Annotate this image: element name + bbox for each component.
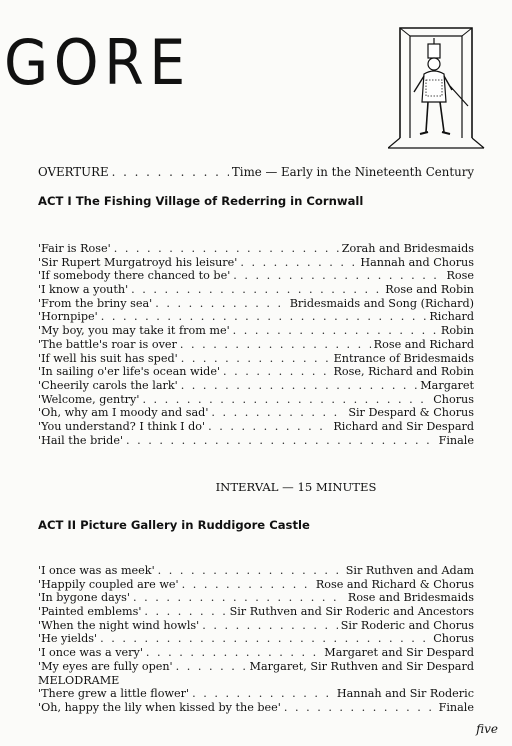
page-number: five	[476, 722, 498, 736]
dot-leader	[202, 619, 338, 633]
performers: Entrance of Bridesmaids	[333, 351, 474, 365]
interval-notice: INTERVAL — 15 MINUTES	[215, 480, 377, 494]
song-title: 'Oh, why am I moody and sad'	[38, 406, 209, 420]
performers: Bridesmaids and Song (Richard)	[289, 296, 474, 310]
performers: Rose and Richard & Chorus	[315, 577, 474, 591]
performers: Margaret and Sir Despard	[324, 646, 474, 660]
list-item	[38, 393, 474, 407]
act1-musical-numbers	[38, 242, 474, 447]
list-item	[38, 632, 474, 646]
performers: Sir Ruthven and Adam	[345, 564, 474, 577]
performers: Rose and Robin	[385, 283, 474, 297]
performers: Chorus	[433, 392, 474, 406]
list-item	[38, 591, 474, 605]
overture-time: Time — Early in the Nineteenth Century	[231, 165, 474, 179]
dot-leader	[182, 578, 313, 592]
performers: Sir Despard & Chorus	[348, 406, 474, 420]
list-item	[38, 646, 474, 660]
list-item	[38, 434, 474, 448]
performers: Robin	[440, 324, 474, 338]
performers: Rose and Richard	[373, 337, 474, 351]
performers: Hannah and Sir Roderic	[336, 687, 474, 701]
song-title: 'If somebody there chanced to be'	[38, 269, 231, 283]
song-title: 'I once was as meek'	[38, 564, 155, 577]
dot-leader	[101, 310, 427, 324]
list-item	[38, 687, 474, 701]
performers: Zorah and Bridesmaids	[341, 242, 474, 255]
list-item	[38, 310, 474, 324]
list-item	[38, 578, 474, 592]
dot-leader	[131, 283, 382, 297]
performers: Rose, Richard and Robin	[333, 365, 474, 379]
song-title: 'You understand? I think I do'	[38, 419, 206, 433]
song-title: 'He yields'	[38, 632, 98, 646]
list-item	[38, 701, 474, 715]
song-title: 'In sailing o'er life's ocean wide'	[38, 365, 221, 379]
performers: Richard	[429, 310, 474, 324]
performers: Sir Roderic and Chorus	[340, 618, 474, 632]
list-item	[38, 605, 474, 619]
list-item	[38, 297, 474, 311]
song-title: 'Oh, happy the lily when kissed by the bee'	[38, 700, 281, 714]
song-title: 'From the briny sea'	[38, 296, 153, 310]
song-title: 'I once was a very'	[38, 646, 143, 660]
performers: Chorus	[433, 632, 474, 646]
song-title: 'Welcome, gentry'	[38, 392, 140, 406]
list-item	[38, 379, 474, 393]
list-item	[38, 660, 474, 674]
dot-leader	[144, 605, 226, 619]
performers: Margaret, Sir Ruthven and Sir Despard	[249, 659, 474, 673]
dot-leader	[181, 379, 418, 393]
act2-heading: ACT II Picture Gallery in Ruddigore Castle	[38, 518, 310, 532]
list-item	[38, 564, 474, 578]
dot-leader	[126, 434, 436, 448]
dot-leader	[100, 632, 430, 646]
dot-leader	[133, 591, 345, 605]
dot-leader	[142, 393, 430, 407]
list-item	[38, 420, 474, 434]
dot-leader	[181, 352, 331, 366]
dot-leader	[155, 297, 286, 311]
list-item	[38, 242, 474, 256]
song-title: 'Cheerily carols the lark'	[38, 378, 178, 392]
dot-leader	[208, 420, 330, 434]
performers: Finale	[438, 700, 474, 714]
performers: Margaret	[420, 378, 474, 392]
list-item	[38, 352, 474, 366]
performers: Finale	[438, 433, 474, 447]
dot-leader	[146, 646, 321, 660]
song-title: 'Sir Rupert Murgatroyd his leisure'	[38, 255, 238, 269]
performers: Sir Ruthven and Sir Roderic and Ancestors	[229, 605, 474, 619]
dot-leader	[233, 269, 443, 283]
song-title: 'My boy, you may take it from me'	[38, 324, 230, 338]
dot-leader	[176, 660, 247, 674]
performers: Hannah and Chorus	[360, 255, 474, 269]
dot-leader	[233, 324, 438, 338]
dot-leader	[180, 338, 371, 352]
overture-label: OVERTURE	[38, 165, 109, 179]
dot-leader	[223, 365, 330, 379]
song-title: 'Painted emblems'	[38, 605, 142, 619]
list-item	[38, 283, 474, 297]
dot-leader	[284, 701, 436, 715]
overture-line	[38, 166, 474, 180]
dot-leader	[211, 406, 345, 420]
song-title: 'Hornpipe'	[38, 310, 98, 324]
list-item	[38, 619, 474, 633]
dot-leader	[192, 687, 334, 701]
performers: Richard and Sir Despard	[333, 419, 474, 433]
dot-leader	[112, 166, 229, 180]
act2-musical-numbers	[38, 564, 474, 715]
dot-leader	[114, 242, 339, 256]
performers: Rose	[446, 269, 474, 283]
song-title: 'If well his suit has sped'	[38, 351, 178, 365]
list-item	[38, 256, 474, 270]
song-title: 'In bygone days'	[38, 591, 130, 605]
ancestor-portrait-illustration	[388, 10, 488, 150]
list-item	[38, 269, 474, 283]
list-item	[38, 324, 474, 338]
song-title: 'The battle's roar is over	[38, 337, 177, 351]
list-item	[38, 365, 474, 379]
song-title: 'Fair is Rose'	[38, 242, 111, 255]
song-title: 'I know a youth'	[38, 283, 129, 297]
song-title: 'My eyes are fully open'	[38, 659, 173, 673]
dot-leader	[158, 564, 343, 578]
dot-leader	[240, 256, 357, 270]
melodrame-label: MELODRAME	[38, 673, 120, 687]
performers: Rose and Bridesmaids	[347, 591, 474, 605]
song-title: 'Happily coupled are we'	[38, 577, 179, 591]
list-item	[38, 338, 474, 352]
song-title: 'There grew a little flower'	[38, 687, 190, 701]
song-title: 'Hail the bride'	[38, 433, 124, 447]
page-title: GORE	[4, 26, 191, 99]
song-title: 'When the night wind howls'	[38, 618, 200, 632]
act1-heading: ACT I The Fishing Village of Rederring in Cornwall	[38, 194, 364, 208]
list-item	[38, 406, 474, 420]
